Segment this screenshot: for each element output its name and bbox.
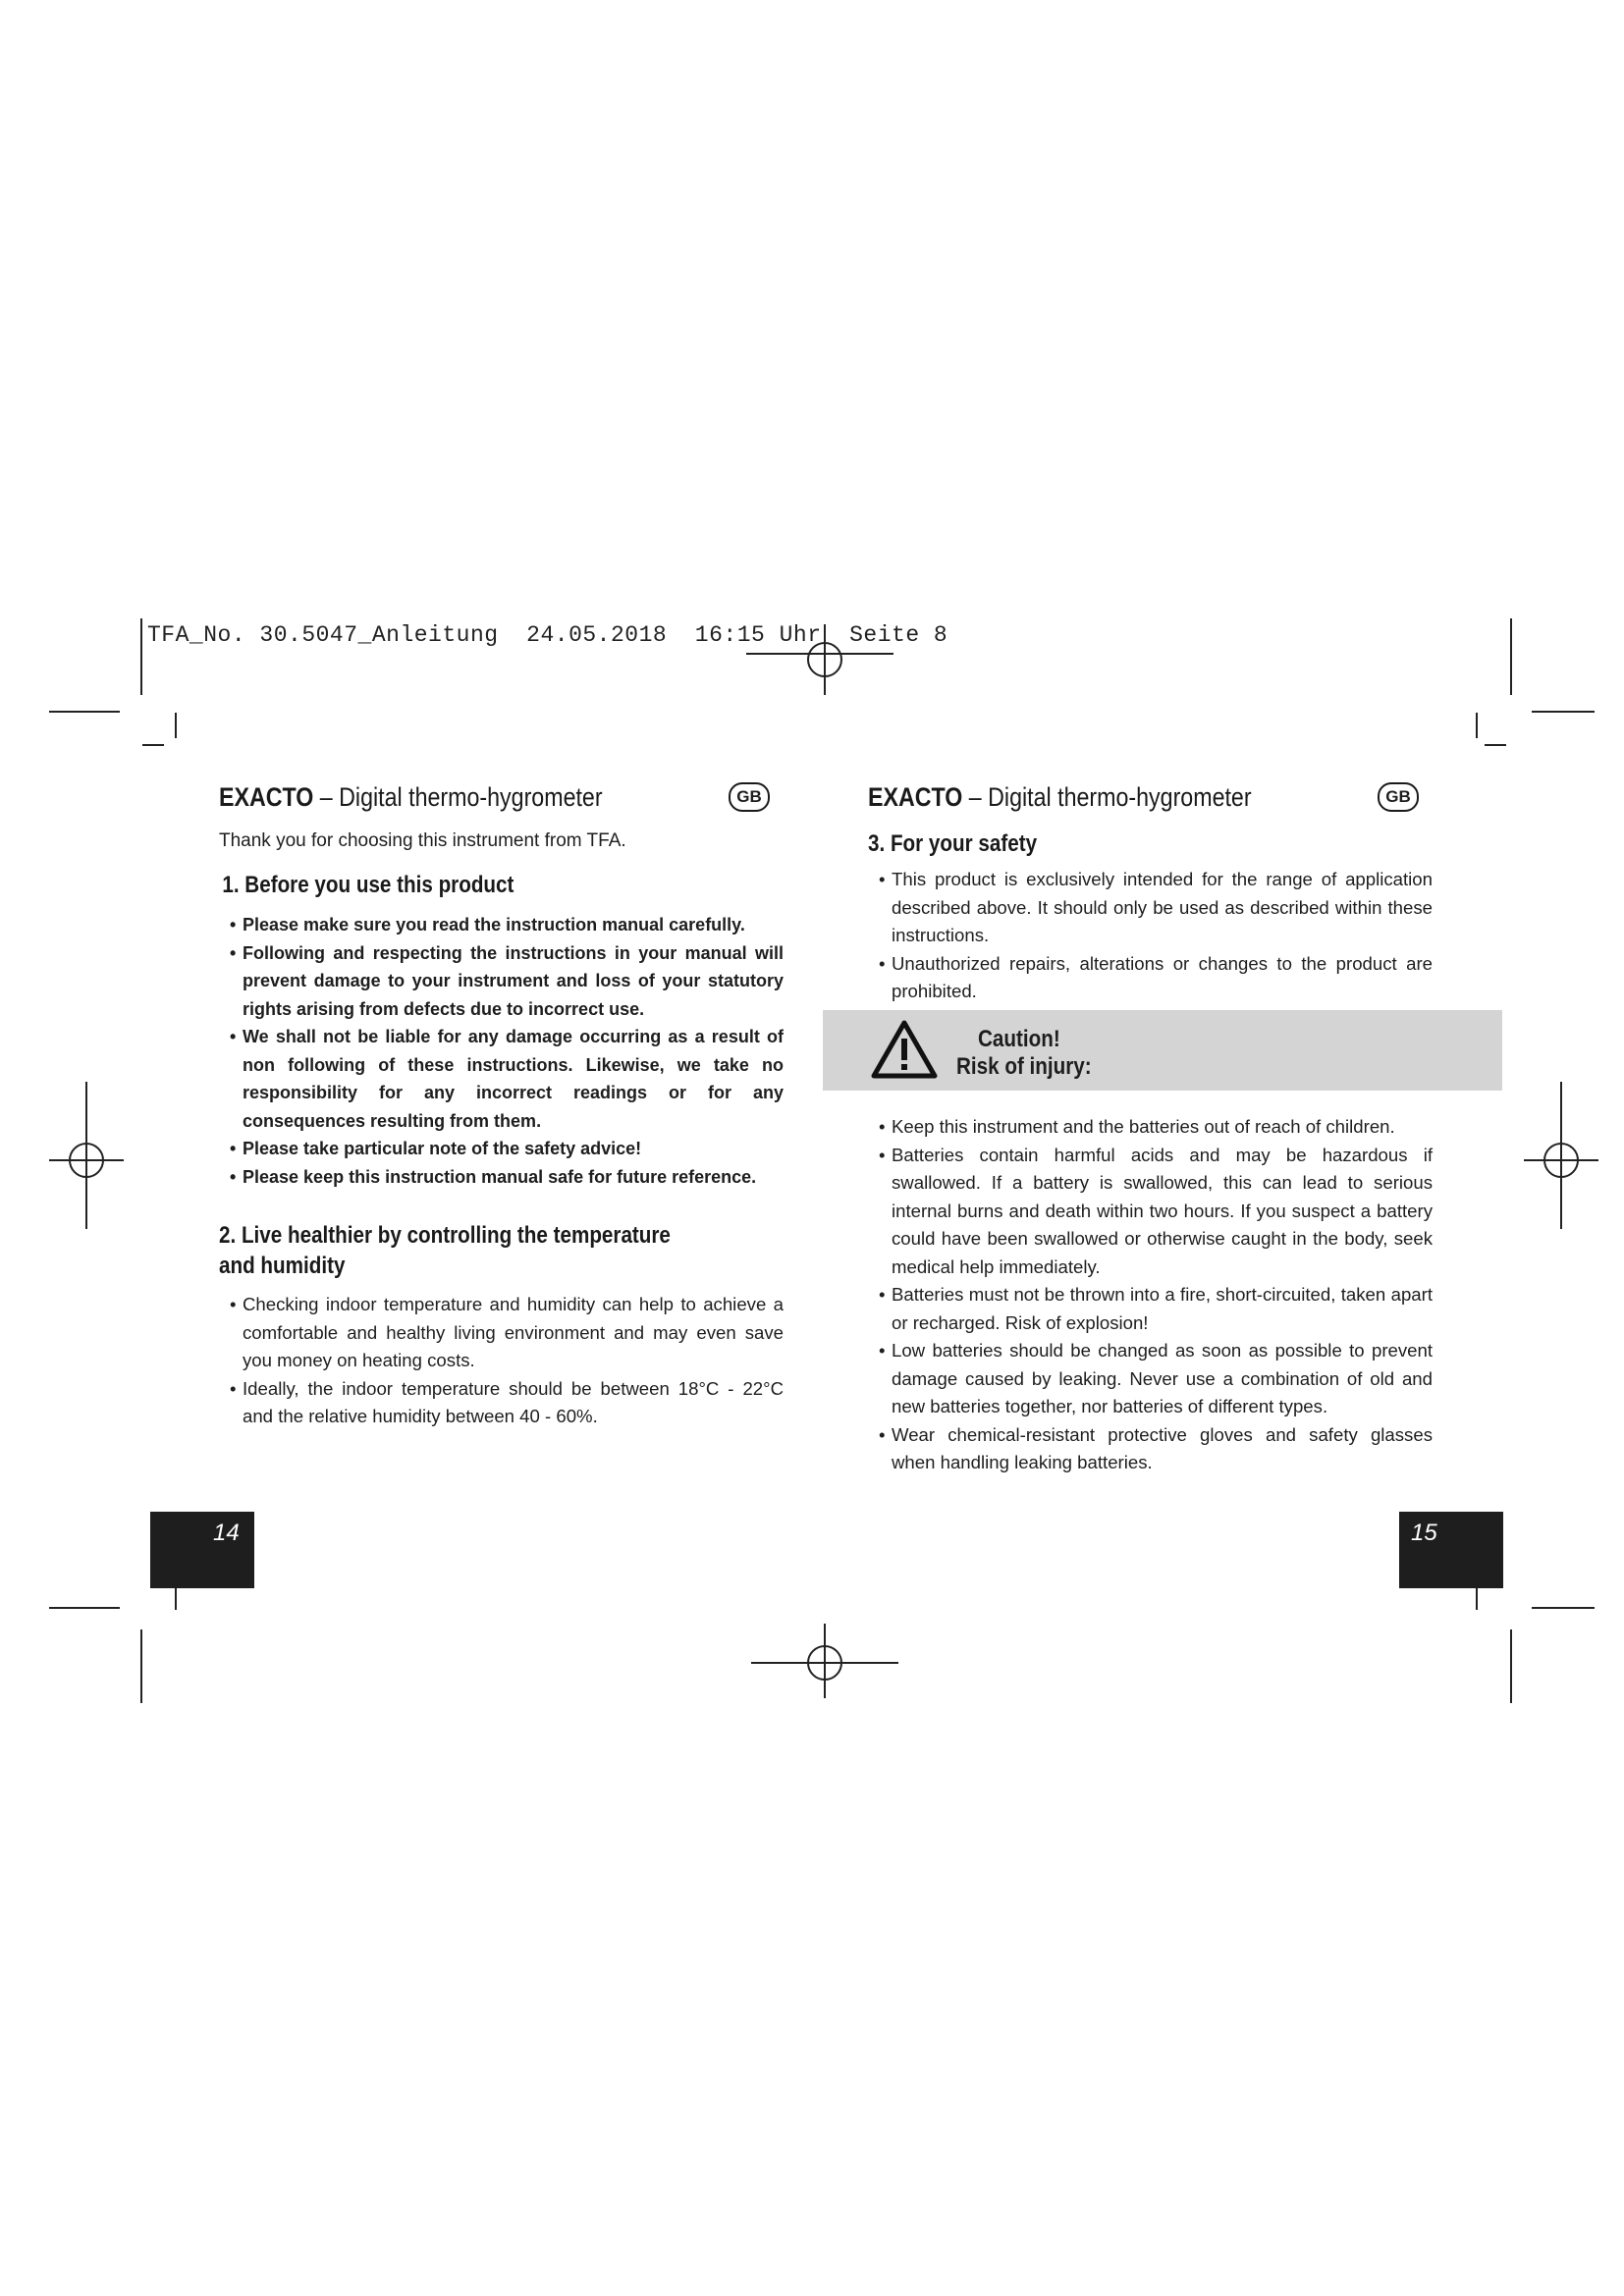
crop-mark [175, 1586, 177, 1610]
list-item: • Batteries must not be thrown into a fire, short-circuited, taken apart or recharged. Risk of explosion! [879, 1284, 1433, 1333]
page-title: EXACTO – Digital thermo-hygrometer [219, 781, 603, 812]
list-item: • Keep this instrument and the batteries out of reach of children. [879, 1116, 1395, 1137]
warning-triangle-icon [870, 1019, 939, 1080]
list-item: • Please take particular note of the safety advice! [230, 1139, 642, 1158]
section-title: 3. For your safety [868, 830, 1038, 857]
list-item: • Following and respecting the instructions in your manual will prevent damage to your instrument and loss of your statutory rights arising from defects due to incorrect use. [230, 942, 784, 1019]
caution-box [823, 1010, 1502, 1091]
language-badge: GB [1378, 782, 1419, 812]
registration-mark-left [47, 1082, 126, 1229]
section-list [219, 911, 784, 1191]
list-item: • Batteries contain harmful acids and may be hazardous if swallowed. If a battery is swallowed, this can lead to serious internal burns and death within two hours. If you suspect a battery could have been swallowed or otherwise caught in the body, seek medical help immediately. [879, 1144, 1433, 1277]
crop-mark [1510, 618, 1512, 695]
caution-list [868, 1113, 1433, 1477]
crop-mark [1532, 1607, 1595, 1609]
page-header [219, 775, 784, 819]
crop-mark [1532, 711, 1595, 713]
caution-subtitle: Risk of injury: [956, 1053, 1092, 1080]
list-item: • We shall not be liable for any damage occurring as a result of non following of these instructions. Likewise, we take no responsibility for any incorrect readings or for any consequences resulting from them. [230, 1027, 784, 1131]
intro-text: Thank you for choosing this instrument from TFA. [219, 830, 626, 851]
page-header [868, 775, 1433, 819]
page-title: EXACTO – Digital thermo-hygrometer [868, 781, 1252, 812]
section-title: 2. Live healthier by controlling the temperature and humidity [219, 1222, 671, 1279]
list-item: • Low batteries should be changed as soon as possible to prevent damage caused by leaking. Never use a combination of old and new batteries together, nor batteries of different types. [879, 1340, 1433, 1416]
crop-mark [49, 1607, 120, 1609]
crop-mark [175, 713, 177, 738]
crop-mark [1510, 1629, 1512, 1703]
crop-mark [140, 1629, 142, 1703]
left-page [219, 775, 784, 1431]
crop-mark [140, 618, 142, 695]
language-badge: GB [729, 782, 770, 812]
section-title: 1. Before you use this product [222, 872, 514, 898]
section-list [219, 1291, 784, 1431]
registration-mark-right [1522, 1082, 1600, 1229]
caution-title: Caution! [978, 1026, 1060, 1052]
section-list [868, 866, 1433, 1006]
crop-mark [49, 711, 120, 713]
list-item: • Checking indoor temperature and humidity can help to achieve a comfortable and healthy living environment and may even save you money on heating costs. [230, 1294, 784, 1370]
crop-mark [1476, 1586, 1478, 1610]
list-item: • This product is exclusively intended for the range of application described above. It should only be used as described within these instructions. [879, 869, 1433, 945]
list-item: • Unauthorized repairs, alterations or changes to the product are prohibited. [879, 952, 1433, 1001]
page-number-left: 14 [150, 1512, 254, 1588]
crop-mark [1485, 744, 1506, 746]
crop-mark [1476, 713, 1478, 738]
list-item: • Wear chemical-resistant protective gloves and safety glasses when handling leaking batteries. [879, 1423, 1433, 1472]
list-item: • Ideally, the indoor temperature should be between 18°C - 22°C and the relative humidity between 40 - 60%. [230, 1377, 784, 1426]
list-item: • Please make sure you read the instruction manual carefully. [230, 915, 745, 934]
registration-mark-top [746, 624, 903, 699]
print-slug: TFA_No. 30.5047_Anleitung 24.05.2018 16:15 Uhr Seite 8 [147, 622, 948, 648]
registration-mark-bottom [746, 1624, 903, 1698]
crop-mark [142, 744, 164, 746]
page-number-right: 15 [1399, 1512, 1503, 1588]
right-page [868, 775, 1433, 1006]
list-item: • Please keep this instruction manual safe for future reference. [230, 1166, 757, 1187]
